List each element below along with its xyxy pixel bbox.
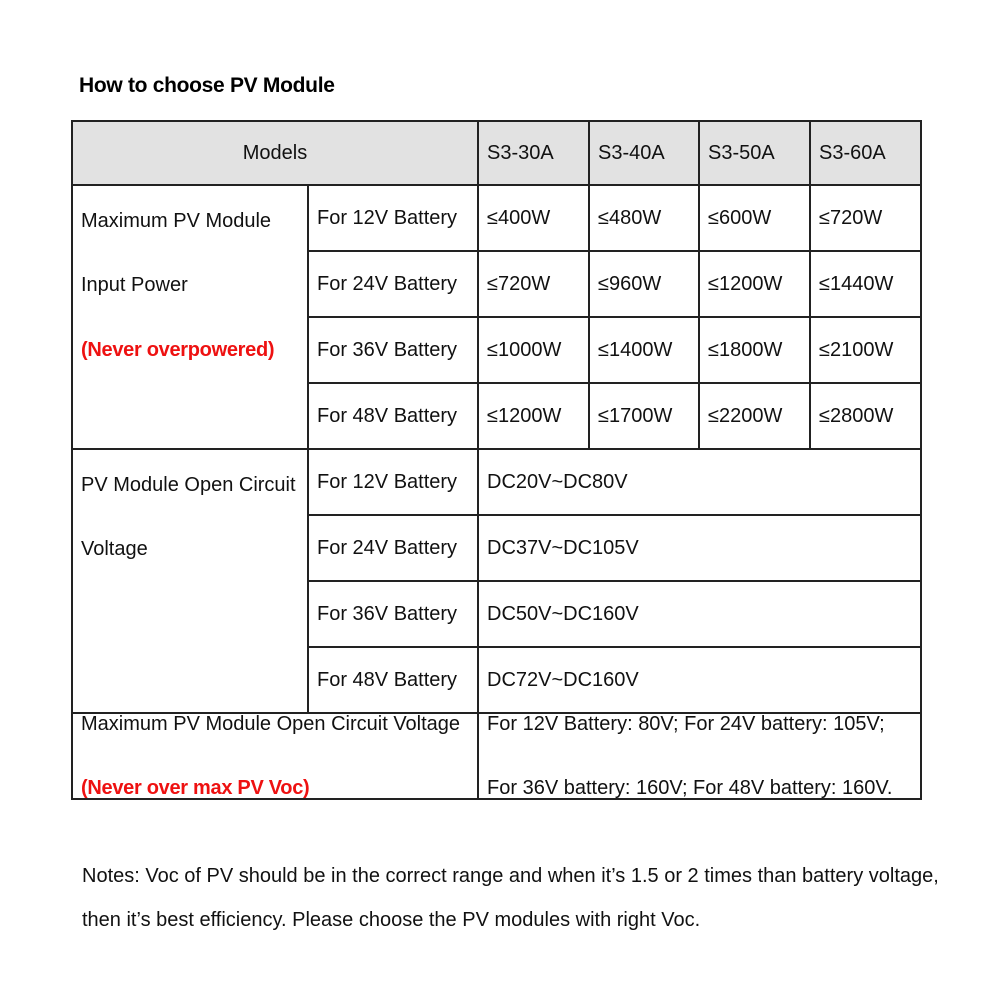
label-line: Maximum PV Module Open Circuit Voltage <box>81 713 461 735</box>
model-header: S3-30A <box>478 121 589 185</box>
power-value: ≤720W <box>478 251 589 317</box>
models-header: Models <box>72 121 478 185</box>
battery-label: For 24V Battery <box>308 251 478 317</box>
label-line: PV Module Open Circuit <box>81 474 296 496</box>
power-value: ≤2800W <box>810 383 921 449</box>
notes-line: then it’s best efficiency. Please choose the PV modules with right Voc. <box>82 909 701 931</box>
label-line: Input Power <box>81 274 188 296</box>
table-row <box>72 713 921 799</box>
voc-line: For 36V battery: 160V; For 48V battery: 160V. <box>487 777 893 799</box>
pv-module-table <box>71 120 922 800</box>
power-value: ≤1800W <box>699 317 810 383</box>
battery-label: For 36V Battery <box>308 317 478 383</box>
label-line: Maximum PV Module <box>81 210 272 232</box>
voltage-range: DC50V~DC160V <box>478 581 921 647</box>
voltage-range: DC20V~DC80V <box>478 449 921 515</box>
model-header: S3-50A <box>699 121 810 185</box>
table-row <box>72 185 921 251</box>
max-open-circuit-values <box>478 713 921 799</box>
warning-text: (Never overpowered) <box>81 339 275 361</box>
max-open-circuit-label <box>72 713 478 799</box>
power-value: ≤480W <box>589 185 699 251</box>
power-value: ≤1700W <box>589 383 699 449</box>
battery-label: For 12V Battery <box>308 185 478 251</box>
battery-label: For 36V Battery <box>308 581 478 647</box>
voc-line: For 12V Battery: 80V; For 24V battery: 105V; <box>487 713 885 735</box>
power-value: ≤1400W <box>589 317 699 383</box>
model-header: S3-60A <box>810 121 921 185</box>
battery-label: For 48V Battery <box>308 383 478 449</box>
power-value: ≤1440W <box>810 251 921 317</box>
voltage-range: DC37V~DC105V <box>478 515 921 581</box>
power-value: ≤1200W <box>478 383 589 449</box>
power-value: ≤400W <box>478 185 589 251</box>
power-value: ≤2200W <box>699 383 810 449</box>
model-header: S3-40A <box>589 121 699 185</box>
label-line: Voltage <box>81 538 148 560</box>
battery-label: For 48V Battery <box>308 647 478 713</box>
power-value: ≤1000W <box>478 317 589 383</box>
page-title: How to choose PV Module <box>79 74 335 97</box>
voltage-range: DC72V~DC160V <box>478 647 921 713</box>
warning-text: (Never over max PV Voc) <box>81 777 310 799</box>
open-circuit-voltage-label <box>72 449 308 713</box>
power-value: ≤960W <box>589 251 699 317</box>
table-header-row <box>72 121 921 185</box>
table-row <box>72 449 921 515</box>
power-value: ≤720W <box>810 185 921 251</box>
battery-label: For 12V Battery <box>308 449 478 515</box>
power-value: ≤600W <box>699 185 810 251</box>
power-value: ≤2100W <box>810 317 921 383</box>
battery-label: For 24V Battery <box>308 515 478 581</box>
power-value: ≤1200W <box>699 251 810 317</box>
max-input-power-label <box>72 185 308 449</box>
notes-line: Notes: Voc of PV should be in the correct range and when it’s 1.5 or 2 times than battery voltage, <box>82 865 939 887</box>
